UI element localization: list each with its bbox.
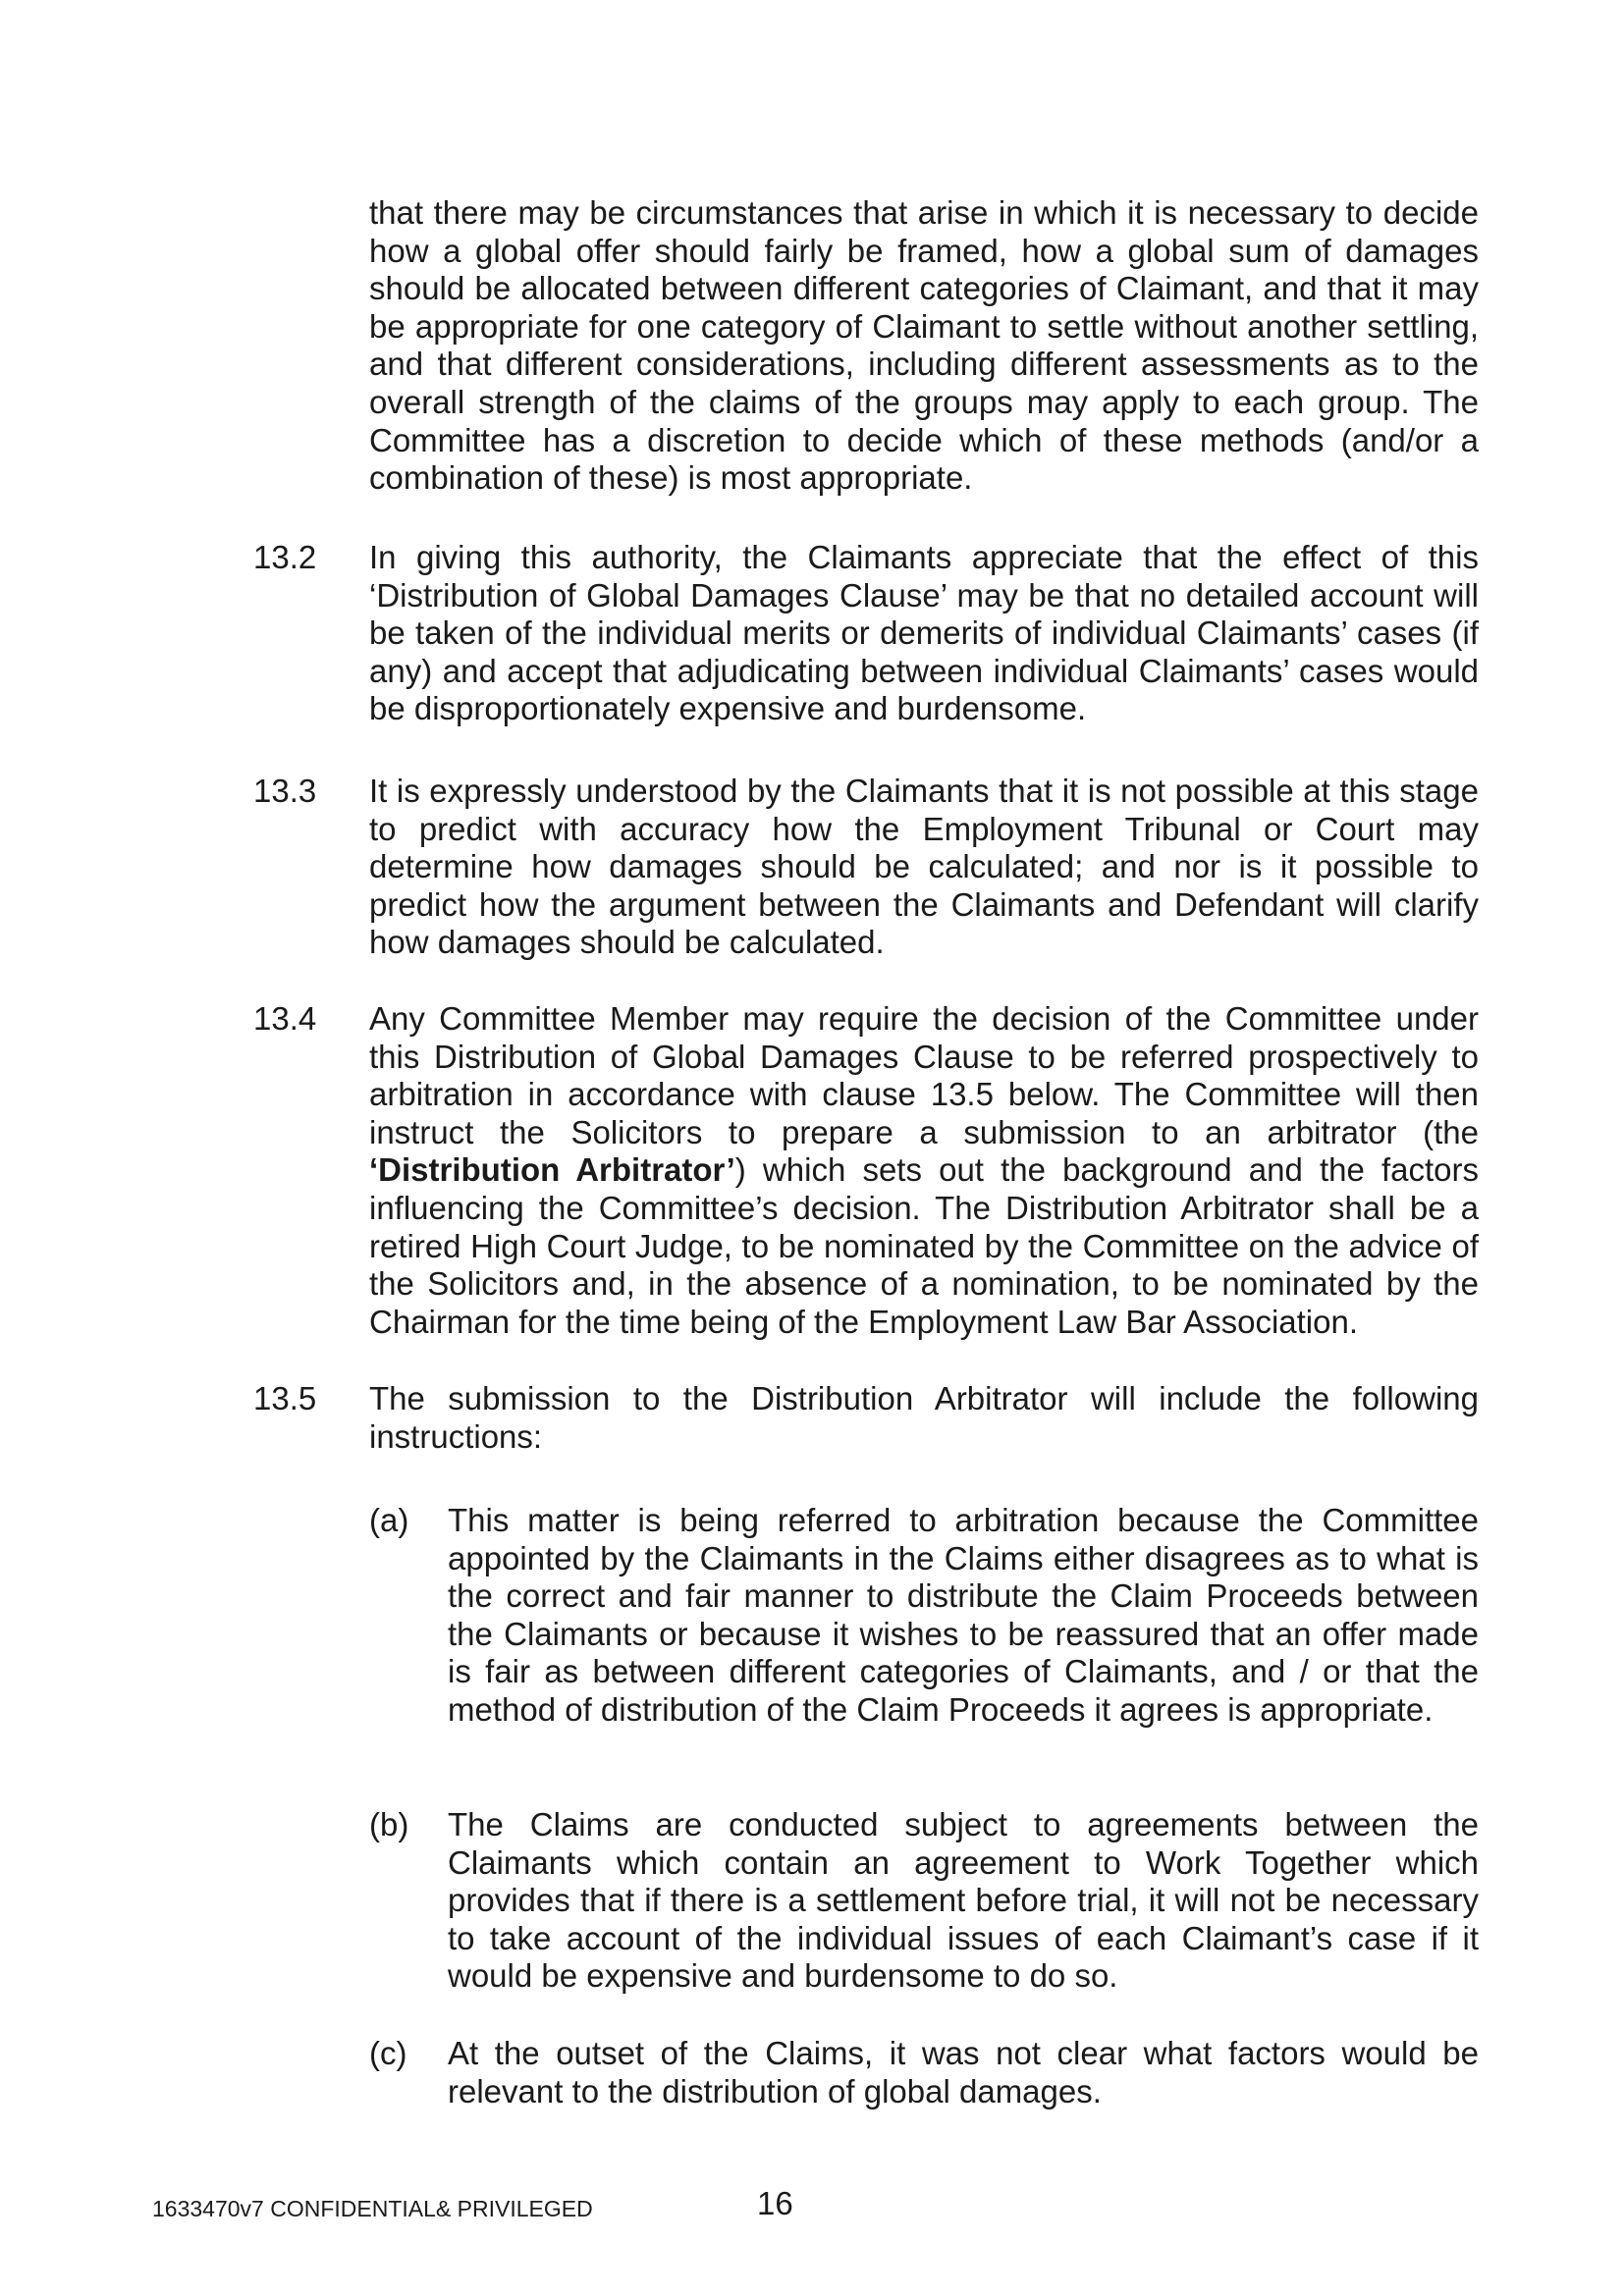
subclause-paragraph: This matter is being referred to arbitration because the Committee appointed by the Claimants in the Claims either disagrees as to what is the correct and fair manner to distribute the Claim Proceeds between the Claimants or because it wishes to be reassured that an offer made is fair as between different categories of Claimants, and / or that the method of distribution of the Claim Proceeds it agrees is appropriate. [448,1502,1479,1728]
clause-paragraph: The submission to the Distribution Arbitrator will include the following instructions: [369,1380,1479,1455]
subclause-label: (b) [369,1806,409,1842]
continuation-paragraph: that there may be circumstances that arise in which it is necessary to decide how a global offer should fairly be framed, how a global sum of damages should be allocated between different categories of Claimant, and that it may be appropriate for one category of Claimant to settle without another settling, and that different considerations, including different assessments as to the overall strength of the claims of the groups may apply to each group. The Committee has a discretion to decide which of these methods (and/or a combination of these) is most appropriate. [369,194,1479,497]
clause-paragraph: In giving this authority, the Claimants appreciate that the effect of this ‘Distribution of Global Damages Clause’ may be that no detailed account will be taken of the individual merits or demerits of individual Claimants’ cases (if any) and accept that adjudicating between individual Claimants’ cases would be disproportionately expensive and burdensome. [369,539,1479,727]
page-number: 16 [757,2185,793,2221]
footer-reference: 1633470v7 CONFIDENTIAL& PRIVILEGED [152,2196,593,2221]
clause-number: 13.2 [253,539,317,575]
clause-paragraph [369,1000,1479,1341]
subclause-label: (a) [369,1502,409,1538]
clause-paragraph: It is expressly understood by the Claimants that it is not possible at this stage to predict with accuracy how the Employment Tribunal or Court may determine how damages should be calculated; and nor is it possible to predict how the argument between the Claimants and Defendant will clarify how damages should be calculated. [369,773,1479,961]
subclause-label: (c) [369,2035,407,2071]
subclause-paragraph: The Claims are conducted subject to agreements between the Claimants which contain an agreement to Work Together which provides that if there is a settlement before trial, it will not be necessary to take account of the individual issues of each Claimant’s case if it would be expensive and burdensome to do so. [448,1806,1479,1995]
clause-text-part: Any Committee Member may require the decision of the Committee under this Distribution of Global Damages Clause to be referred prospectively to arbitration in accordance with clause 13.5 below. The Committee will then instruct the Solicitors to prepare a submission to an arbitrator (the [369,1000,1479,1150]
subclause-paragraph: At the outset of the Claims, it was not clear what factors would be relevant to the distribution of global damages. [448,2035,1479,2109]
defined-term: ‘Distribution Arbitrator’ [369,1151,735,1189]
clause-number: 13.5 [253,1380,317,1416]
clause-text-part: ) which sets out the background and the factors influencing the Committee’s decision. The Distribution Arbitrator shall be a retired High Court Judge, to be nominated by the Committee on the advice of the Solicitors and, in the absence of a nomination, to be nominated by the Chairman for the time being of the Employment Law Bar Association. [369,1151,1479,1340]
clause-number: 13.3 [253,773,317,809]
clause-number: 13.4 [253,1000,317,1037]
